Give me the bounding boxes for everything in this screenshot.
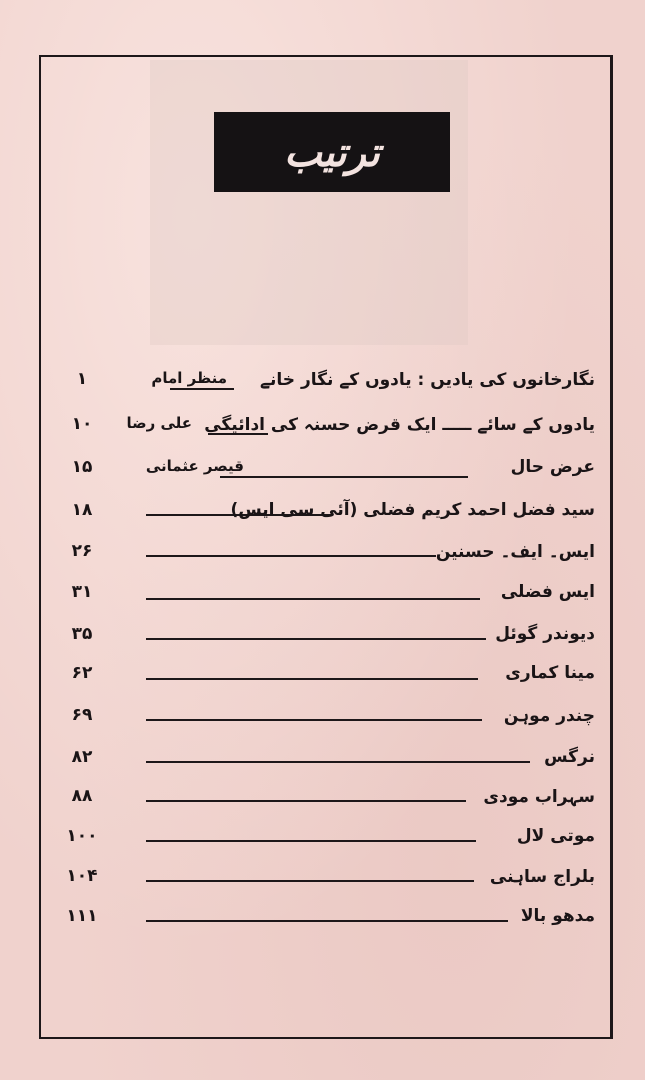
toc-entry xyxy=(60,414,595,448)
entry-title: بلراج ساہنی xyxy=(489,867,595,887)
page-number: ۸۲ xyxy=(71,747,93,767)
page-number: ۳۵ xyxy=(71,624,93,644)
toc-entry xyxy=(60,624,595,658)
entry-title: ایس فضلی xyxy=(500,582,595,602)
toc-entry xyxy=(60,747,595,781)
leader-line xyxy=(146,555,436,557)
page-number: ۸۸ xyxy=(71,786,93,806)
page-number: ۱ xyxy=(76,369,88,389)
entry-title: نگارخانوں کی یادیں : یادوں کے نگار خانے xyxy=(260,370,595,390)
entry-title: یادوں کے سائے ـــــ ایک قرض حسنہ کی ادائیگی xyxy=(204,415,595,435)
leader-line xyxy=(146,920,508,922)
toc-entry xyxy=(60,541,595,575)
toc-entry xyxy=(60,705,595,739)
toc-entry xyxy=(60,500,595,534)
entry-author: منظر امام xyxy=(151,369,227,387)
page-number: ۳۱ xyxy=(71,582,93,602)
toc-entry xyxy=(60,866,595,900)
page-number: ۱۱۱ xyxy=(66,906,98,926)
entry-author: علی رضا xyxy=(126,414,192,432)
leader-line xyxy=(146,840,476,842)
page-number: ۱۰۰ xyxy=(66,826,98,846)
entry-title: چندر موہن xyxy=(503,706,595,726)
heading-box xyxy=(214,112,450,192)
entry-title: عرض حال xyxy=(510,457,595,477)
toc-entry xyxy=(60,906,595,940)
page-number: ۲۶ xyxy=(71,541,93,561)
leader-line xyxy=(146,761,530,763)
entry-title: دیوندر گوئل xyxy=(495,624,595,644)
entry-author: قیصر عثمانی xyxy=(145,457,244,475)
entry-title: نرگس xyxy=(544,747,595,767)
page-number: ۱۸ xyxy=(71,500,93,520)
entry-title: سہراب مودی xyxy=(483,787,595,807)
toc-entry xyxy=(60,582,595,616)
leader-line xyxy=(146,880,474,882)
toc-entry xyxy=(60,826,595,860)
page-number: ۶۲ xyxy=(71,663,93,683)
leader-line xyxy=(146,678,478,680)
leader-line xyxy=(146,800,466,802)
entry-title: ایس۔ ایف۔ حسنین xyxy=(435,542,595,562)
toc-entry xyxy=(60,369,595,403)
toc-entry xyxy=(60,457,595,491)
leader-line xyxy=(170,388,234,390)
leader-line xyxy=(146,598,480,600)
page-number: ۶۹ xyxy=(71,705,93,725)
leader-line xyxy=(146,638,486,640)
page-number: ۱۰۴ xyxy=(66,866,98,886)
entry-title: مینا کماری xyxy=(505,663,595,683)
leader-line xyxy=(220,476,468,478)
page-number: ۱۰ xyxy=(71,414,93,434)
page-title: ترتیب xyxy=(284,128,380,176)
entry-title: مدھو بالا xyxy=(520,906,595,926)
entry-title: موتی لال xyxy=(516,826,595,846)
leader-line xyxy=(146,719,482,721)
page-number: ۱۵ xyxy=(71,457,93,477)
entry-title: سید فضل احمد کریم فضلی (آئی سی ایس) xyxy=(230,500,595,520)
toc-entry xyxy=(60,663,595,697)
toc-entry xyxy=(60,786,595,820)
